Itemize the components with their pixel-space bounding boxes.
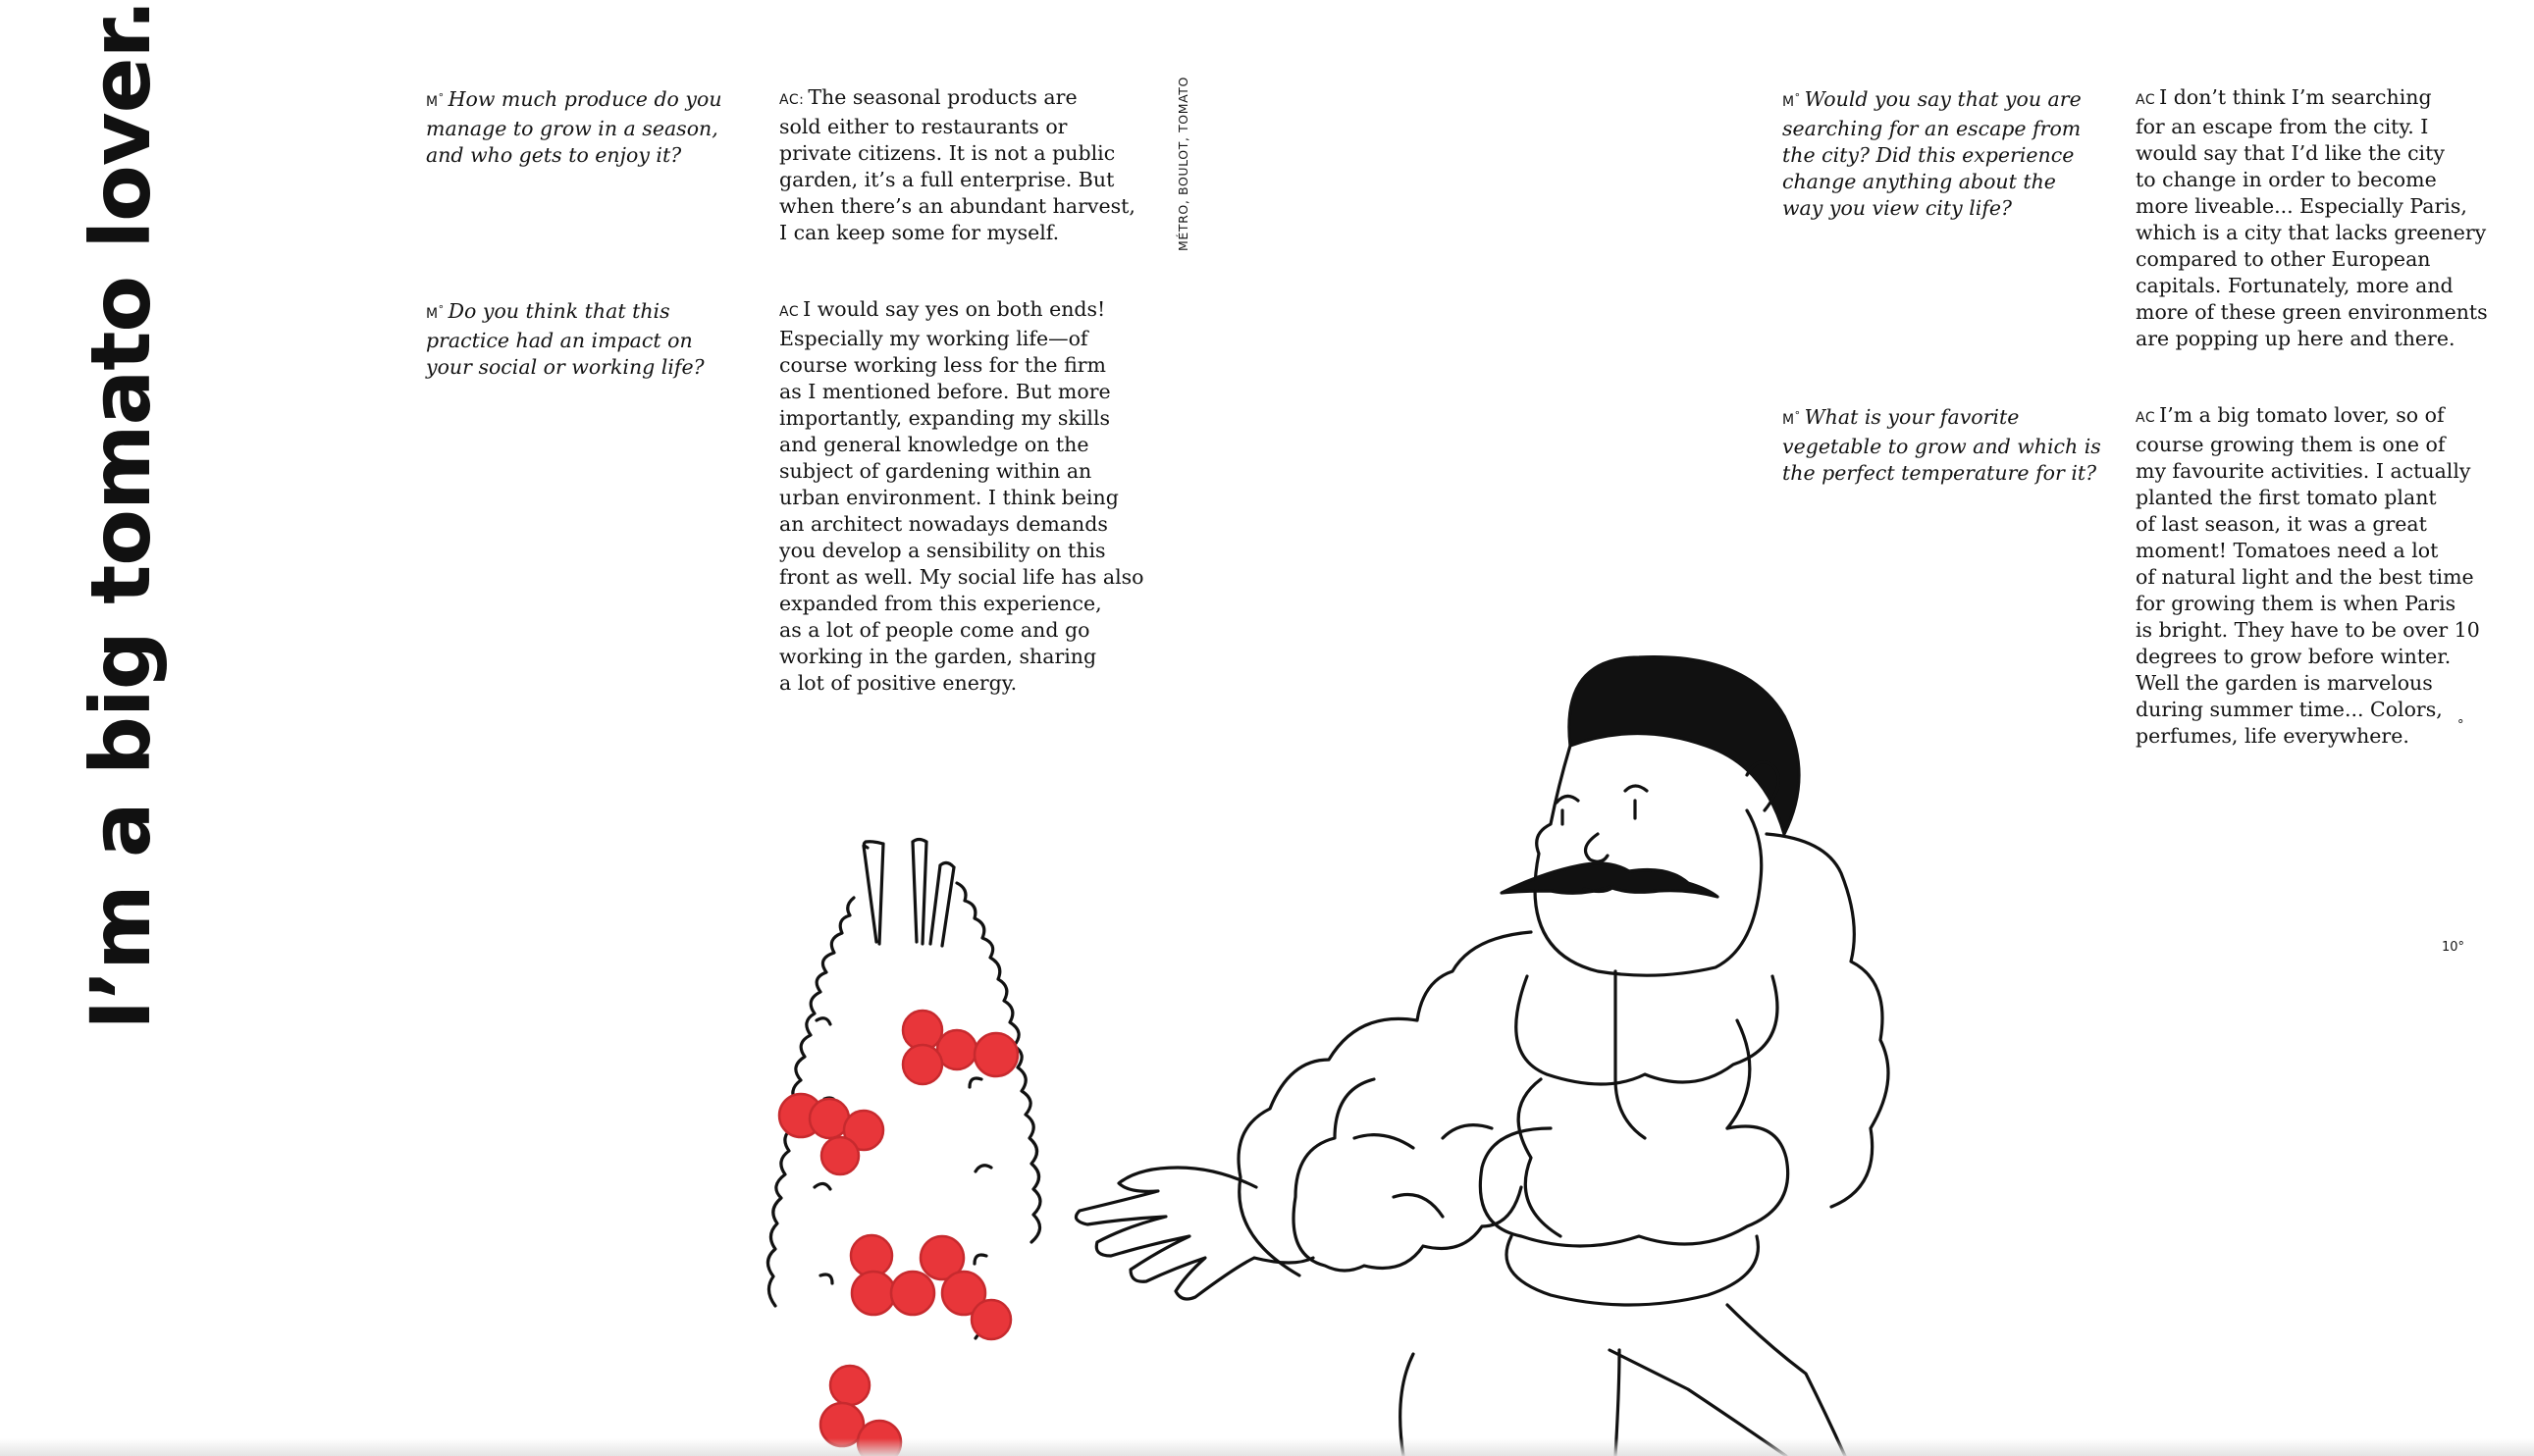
question-line: practice had an impact on xyxy=(426,329,693,352)
answer-line: for growing them is when Paris xyxy=(2136,592,2456,615)
answer-line: to change in order to become xyxy=(2136,168,2437,191)
answer-line: and general knowledge on the xyxy=(779,433,1089,456)
answer-line: I’m a big tomato lover, so of xyxy=(2159,403,2445,427)
respondent-tag: AC: xyxy=(779,92,805,108)
page-edge-shadow xyxy=(0,1438,2534,1456)
answer-line: I would say yes on both ends! xyxy=(803,297,1106,321)
man-in-puffer-jacket-illustration xyxy=(1076,657,1888,1456)
answer-line: I don’t think I’m searching xyxy=(2159,85,2432,109)
question-line: searching for an escape from xyxy=(1782,117,2082,140)
question-line: the city? Did this experience xyxy=(1782,143,2075,167)
answer-line: as a lot of people come and go xyxy=(779,618,1090,642)
running-head: MÉTRO, BOULOT, TOMATO xyxy=(1176,77,1190,251)
tomato-plant-illustration xyxy=(767,840,1040,1456)
answer-line: as I mentioned before. But more xyxy=(779,380,1111,403)
question-line: your social or working life? xyxy=(426,355,705,379)
answer-line: garden, it’s a full enterprise. But xyxy=(779,168,1115,191)
answer-line: expanded from this experience, xyxy=(779,592,1102,615)
answer-line: compared to other European xyxy=(2136,247,2431,271)
interviewer-tag: M° xyxy=(426,303,445,322)
answer-line: more liveable... Especially Paris, xyxy=(2136,194,2467,218)
question-line: What is your favorite xyxy=(1804,405,2020,429)
interviewer-tag: M° xyxy=(426,91,445,110)
question-line: manage to grow in a season, xyxy=(426,117,718,140)
answer-line: for an escape from the city. I xyxy=(2136,115,2429,138)
respondent-tag: AC xyxy=(2136,410,2156,426)
answer-line: sold either to restaurants or xyxy=(779,115,1068,138)
answer-line: a lot of positive energy. xyxy=(779,671,1018,695)
answer-line: planted the first tomato plant xyxy=(2136,486,2437,509)
answer-line: degrees to grow before winter. xyxy=(2136,645,2452,668)
answer-line: would say that I’d like the city xyxy=(2136,141,2445,165)
answer-line: importantly, expanding my skills xyxy=(779,406,1111,430)
answer-line: which is a city that lacks greenery xyxy=(2136,221,2487,244)
answer-line: more of these green environments xyxy=(2136,300,2488,324)
respondent-tag: AC xyxy=(2136,92,2156,108)
question-line: way you view city life? xyxy=(1782,196,2013,220)
answer-line: subject of gardening within an xyxy=(779,459,1092,483)
answer-line: of natural light and the best time xyxy=(2136,565,2474,589)
page-number: 10° xyxy=(2442,940,2465,955)
interviewer-tag: M° xyxy=(1782,409,1801,428)
question-line: the perfect temperature for it? xyxy=(1782,461,2097,485)
interviewer-tag: M° xyxy=(1782,91,1801,110)
answer-line: front as well. My social life has also xyxy=(779,565,1144,589)
answer-line: an architect nowadays demands xyxy=(779,512,1108,536)
answer-line: working in the garden, sharing xyxy=(779,645,1097,668)
page-title: I’m a big tomato lover. xyxy=(73,0,169,1030)
question-line: How much produce do you xyxy=(448,87,722,111)
question-line: Do you think that this xyxy=(448,299,670,323)
answer-line: when there’s an abundant harvest, xyxy=(779,194,1135,218)
answer-line: course growing them is one of xyxy=(2136,433,2446,456)
question-line: vegetable to grow and which is xyxy=(1782,435,2101,458)
question-line: and who gets to enjoy it? xyxy=(426,143,682,167)
answer-line: Especially my working life—of xyxy=(779,327,1088,350)
question-line: Would you say that you are xyxy=(1804,87,2082,111)
question-line: change anything about the xyxy=(1782,170,2056,193)
answer-line: capitals. Fortunately, more and xyxy=(2136,274,2454,297)
answer-line: perfumes, life everywhere. xyxy=(2136,724,2409,748)
answer-line: you develop a sensibility on this xyxy=(779,539,1106,562)
answer-line: my favourite activities. I actually xyxy=(2136,459,2471,483)
respondent-tag: AC xyxy=(779,304,800,320)
answer-line: of last season, it was a great xyxy=(2136,512,2427,536)
margin-mark: ° xyxy=(2457,718,2464,733)
answer-line: are popping up here and there. xyxy=(2136,327,2455,350)
answer-line: urban environment. I think being xyxy=(779,486,1119,509)
answer-line: private citizens. It is not a public xyxy=(779,141,1116,165)
answer-line: Well the garden is marvelous xyxy=(2136,671,2433,695)
answer-line: course working less for the firm xyxy=(779,353,1106,377)
answer-line: is bright. They have to be over 10 xyxy=(2136,618,2480,642)
answer-line: I can keep some for myself. xyxy=(779,221,1060,244)
answer-line: moment! Tomatoes need a lot xyxy=(2136,539,2439,562)
answer-line: The seasonal products are xyxy=(808,85,1078,109)
answer-line: during summer time... Colors, xyxy=(2136,698,2443,721)
